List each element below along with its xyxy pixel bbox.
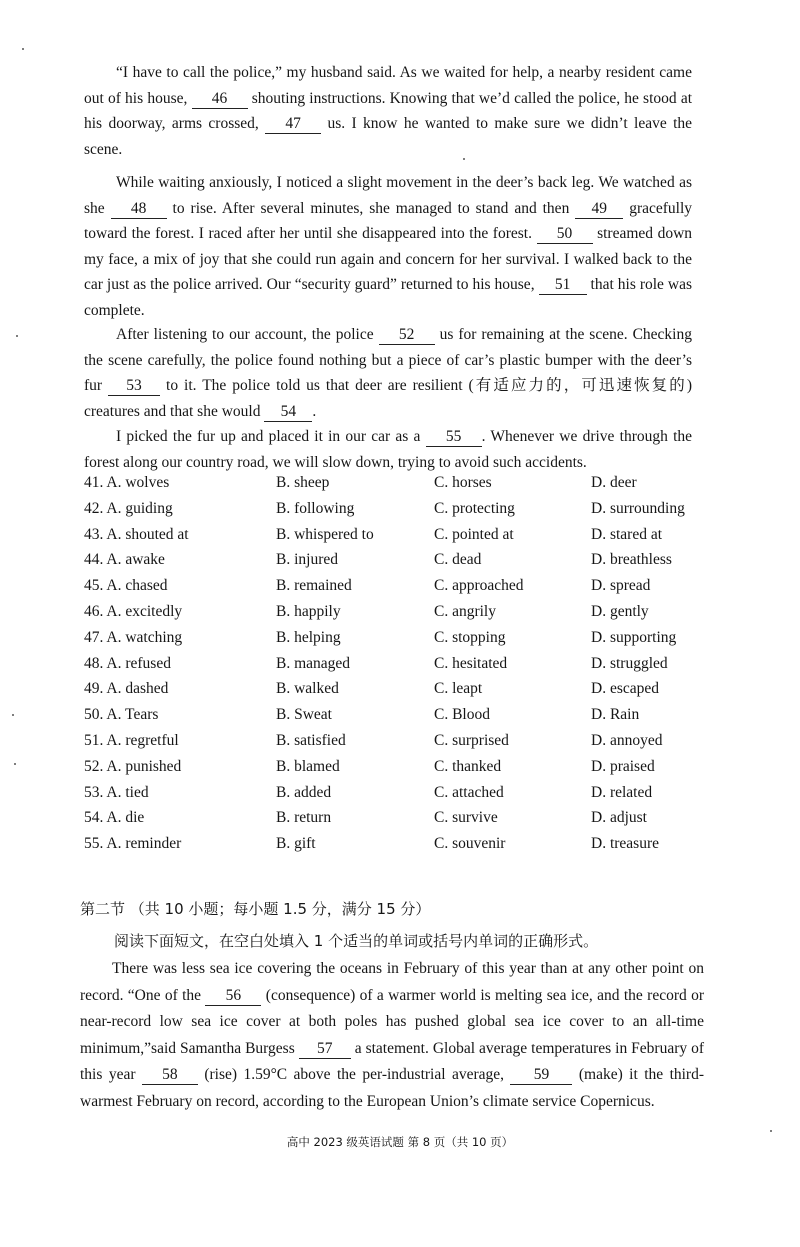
option-a: 50. A. Tears: [84, 706, 159, 724]
option-c: C. horses: [434, 474, 492, 491]
text: that his role was complete.: [84, 276, 693, 319]
option-c: C. Blood: [434, 706, 490, 724]
scan-speck: [22, 48, 24, 50]
option-b: B. happily: [276, 602, 341, 620]
text: a statement. Global average temperatures in February of this year: [80, 1039, 705, 1083]
option-d: D. deer: [591, 474, 637, 491]
option-row: [84, 732, 744, 758]
option-a: 53. A. tied: [84, 783, 149, 801]
text: streamed down my face, a mix of joy that she could run again and concern for her survival. I walked back to the car just as the police arrived. Our “security guard” returned to his house,: [84, 225, 693, 294]
blank-57: 57: [299, 1040, 351, 1059]
option-a: 45. A. chased: [84, 577, 168, 595]
text: (consequence) of a warmer world is melting sea ice, and the record or near-record low sea ice cover at both poles has pushed global sea ice cover to an all-time minimum,”said Samantha Burgess: [80, 986, 705, 1057]
option-a: 54. A. die: [84, 809, 145, 827]
passage-paragraph-3: [84, 322, 692, 424]
section-heading: 第二节 （共 10 小题；每小题 1.5 分，满分 15 分）: [80, 900, 431, 918]
option-row: [84, 603, 744, 629]
text: I picked the fur up and placed it in our car as a: [116, 428, 421, 445]
option-b: B. satisfied: [276, 731, 346, 749]
scan-speck: [770, 1130, 772, 1132]
option-a: 49. A. dashed: [84, 680, 169, 698]
page-footer: 高中 2023 级英语试题 第 8 页（共 10 页）: [286, 1135, 514, 1149]
option-row: [84, 758, 744, 784]
option-d: D. spread: [591, 577, 651, 595]
option-d: D. praised: [591, 757, 655, 775]
option-b: B. added: [276, 783, 332, 801]
option-b: B. walked: [276, 680, 339, 698]
option-c: C. survive: [434, 809, 498, 827]
option-row: [84, 500, 744, 526]
option-row: [84, 577, 744, 603]
passage-paragraph-1: [84, 60, 692, 162]
option-c: C. hesitated: [434, 654, 508, 672]
option-b: B. blamed: [276, 757, 340, 775]
option-row: [84, 629, 744, 655]
option-a: 48. A. refused: [84, 654, 171, 672]
option-b: B. Sweat: [276, 706, 332, 724]
blank-47: 47: [265, 115, 321, 134]
option-row: [84, 474, 744, 500]
option-row: [84, 680, 744, 706]
option-d: D. gently: [591, 602, 649, 620]
option-d: D. Rain: [591, 706, 640, 724]
text: “I have to call the police,” my husband said. As we waited for help, a nearby resident came out of his house,: [84, 64, 692, 107]
option-a: 46. A. excitedly: [84, 602, 183, 620]
scan-speck: [14, 763, 16, 765]
option-row: [84, 655, 744, 681]
text: to rise. After several minutes, she managed to stand and then: [172, 199, 570, 217]
blank-50: 50: [537, 225, 593, 244]
option-c: C. souvenir: [434, 835, 506, 853]
text: There was less sea ice covering the oceans in February of this year than at any other point on record. “One of the: [80, 960, 704, 1004]
text: (make) it the third-warmest February on record, according to the European Union’s climate service Copernicus.: [80, 1066, 704, 1110]
section-instruction: 阅读下面短文，在空白处填入 1 个适当的单词或括号内单词的正确形式。: [114, 932, 599, 950]
blank-53: 53: [108, 377, 160, 396]
text: to it. The police told us that deer are resilient (有适应力的，可迅速恢复的) creatures and that she would: [84, 377, 693, 420]
option-b: B. following: [276, 499, 355, 517]
blank-59: 59: [510, 1066, 572, 1085]
option-a: 43. A. shouted at: [84, 525, 189, 543]
option-c: C. pointed at: [434, 525, 514, 543]
option-c: C. dead: [434, 551, 482, 569]
option-c: C. surprised: [434, 731, 509, 749]
option-row: [84, 784, 744, 810]
text: .: [312, 402, 317, 420]
text: gracefully toward the forest. I raced after her until she disappeared into the forest.: [84, 199, 693, 243]
text: shouting instructions. Knowing that we’d called the police, he stood at his doorway, arms crossed,: [84, 89, 693, 133]
text: us. I know he wanted to make sure we didn’t leave the scene.: [84, 115, 693, 158]
blank-51: 51: [539, 276, 587, 295]
option-a: 51. A. regretful: [84, 731, 179, 749]
scan-speck: [12, 714, 14, 716]
text: (rise) 1.59°C above the per-industrial average,: [204, 1066, 505, 1083]
passage-paragraph-2: [84, 170, 692, 324]
option-c: C. protecting: [434, 499, 515, 517]
option-c: C. approached: [434, 577, 524, 595]
text: After listening to our account, the police: [116, 326, 374, 343]
blank-48: 48: [111, 200, 167, 219]
passage-paragraph-4: [84, 424, 692, 475]
blank-46: 46: [192, 90, 248, 109]
option-b: B. gift: [276, 835, 316, 853]
option-row: [84, 706, 744, 732]
option-b: B. return: [276, 809, 332, 827]
scan-speck: [463, 158, 465, 160]
option-b: B. whispered to: [276, 525, 374, 543]
option-b: B. injured: [276, 551, 338, 569]
option-b: B. managed: [276, 654, 351, 672]
option-row: [84, 835, 744, 861]
option-c: C. leapt: [434, 680, 483, 698]
option-row: [84, 551, 744, 577]
option-a: 42. A. guiding: [84, 499, 173, 517]
option-c: C. stopping: [434, 628, 506, 646]
text: . Whenever we drive through the forest along our country road, we will slow down, trying to avoid such accidents.: [84, 428, 693, 471]
option-d: D. annoyed: [591, 731, 663, 749]
option-a: 44. A. awake: [84, 551, 165, 569]
option-a: 41. A. wolves: [84, 474, 170, 491]
option-c: C. thanked: [434, 757, 502, 775]
option-a: 55. A. reminder: [84, 835, 182, 853]
blank-49: 49: [575, 200, 623, 219]
text: us for remaining at the scene. Checking the scene carefully, the police found nothing but a piece of car’s plastic bumper with the deer’s fur: [84, 326, 692, 395]
option-d: D. surrounding: [591, 499, 685, 517]
option-d: D. treasure: [591, 835, 659, 853]
option-row: [84, 526, 744, 552]
blank-58: 58: [142, 1066, 198, 1085]
option-d: D. supporting: [591, 628, 677, 646]
grammar-passage: [80, 956, 704, 1115]
option-b: B. remained: [276, 577, 352, 595]
option-b: B. helping: [276, 628, 341, 646]
text: While waiting anxiously, I noticed a slight movement in the deer’s back leg. We watched as she: [84, 174, 692, 217]
option-d: D. related: [591, 783, 653, 801]
option-row: [84, 809, 744, 835]
blank-56: 56: [205, 987, 261, 1006]
option-d: D. adjust: [591, 809, 647, 827]
option-d: D. escaped: [591, 680, 659, 698]
answer-options: [84, 474, 744, 861]
option-c: C. angrily: [434, 602, 496, 620]
option-a: 52. A. punished: [84, 757, 182, 775]
option-a: 47. A. watching: [84, 628, 183, 646]
option-d: D. breathless: [591, 551, 672, 569]
scan-speck: [16, 335, 18, 337]
blank-54: 54: [264, 403, 312, 422]
option-c: C. attached: [434, 783, 504, 801]
blank-55: 55: [426, 428, 482, 447]
option-d: D. stared at: [591, 525, 663, 543]
option-d: D. struggled: [591, 654, 668, 672]
option-b: B. sheep: [276, 474, 330, 491]
blank-52: 52: [379, 326, 435, 345]
